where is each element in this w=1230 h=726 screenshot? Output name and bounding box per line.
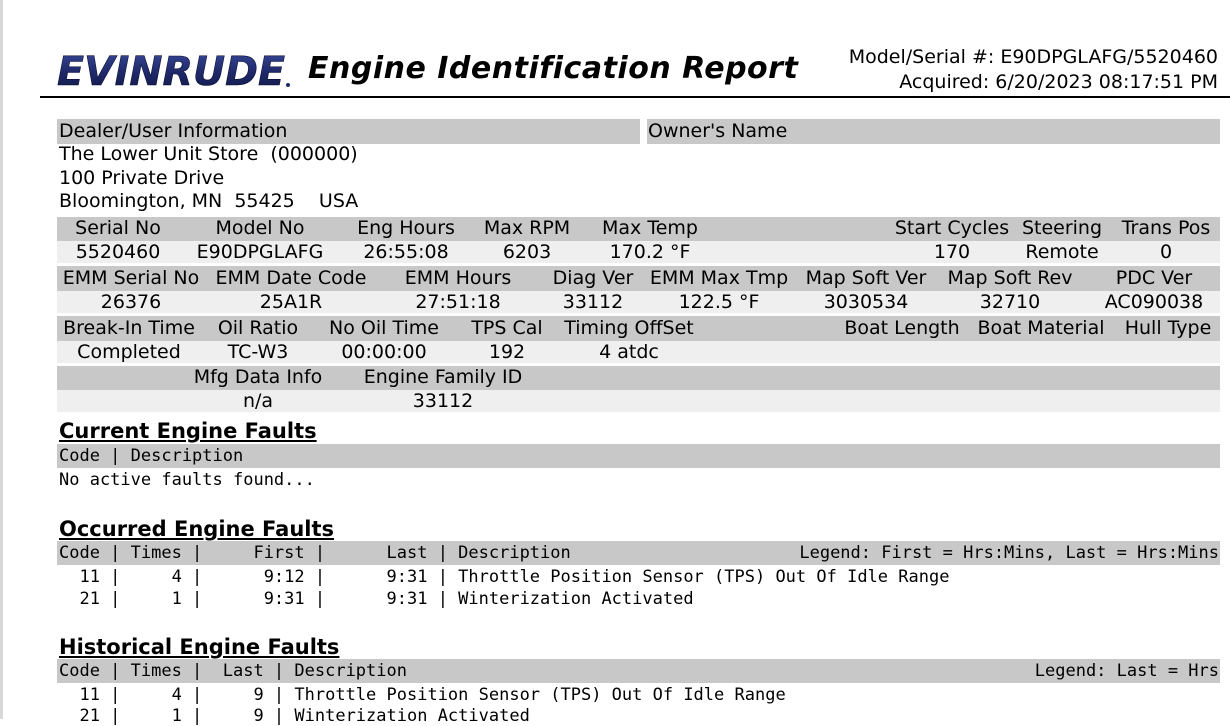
hdr-emm-serial: EMM Serial No [62, 267, 200, 289]
val-tps-cal: 192 [488, 341, 526, 363]
hdr-diag-ver: Diag Ver [552, 267, 634, 289]
hdr-hull-type: Hull Type [1124, 317, 1212, 339]
current-faults-header: Code | Description [59, 446, 244, 466]
hdr-max-temp: Max Temp [602, 217, 698, 239]
hdr-no-oil-time: No Oil Time [329, 317, 439, 339]
owner-heading: Owner's Name [648, 120, 788, 142]
val-oil-ratio: TC-W3 [227, 341, 289, 363]
occurred-faults-header: Code | Times | First | Last | Description [59, 543, 571, 563]
hdr-engine-family-id: Engine Family ID [363, 366, 523, 388]
val-engine-family-id: 33112 [412, 390, 474, 412]
val-model-no: E90DPGLAFG [196, 241, 324, 263]
hdr-start-cycles: Start Cycles [894, 217, 1010, 239]
val-emm-max-tmp: 122.5 °F [678, 291, 760, 313]
val-max-rpm: 6203 [502, 241, 552, 263]
historical-faults-header: Code | Times | Last | Description [59, 661, 407, 681]
val-serial-no: 5520460 [75, 241, 161, 263]
hdr-oil-ratio: Oil Ratio [217, 317, 299, 339]
occurred-fault-row: 21 | 1 | 9:31 | 9:31 | Winterization Activated [59, 589, 694, 609]
val-diag-ver: 33112 [562, 291, 624, 313]
val-map-soft-ver: 3030534 [823, 291, 909, 313]
val-pdc-ver: AC090038 [1104, 291, 1204, 313]
hdr-max-rpm: Max RPM [483, 217, 571, 239]
val-eng-hours: 26:55:08 [363, 241, 449, 263]
dealer-line-2: 100 Private Drive [59, 167, 225, 189]
hdr-emm-hours: EMM Hours [404, 267, 512, 289]
report-title: Engine Identification Report [308, 51, 799, 86]
hdr-serial-no: Serial No [75, 217, 161, 239]
header-rule [40, 96, 1230, 98]
hdr-map-soft-rev: Map Soft Rev [947, 267, 1073, 289]
hdr-boat-material: Boat Material [977, 317, 1105, 339]
hdr-map-soft-ver: Map Soft Ver [805, 267, 927, 289]
acquired-date: Acquired: 6/20/2023 08:17:51 PM [899, 71, 1218, 93]
val-max-temp: 170.2 °F [609, 241, 691, 263]
val-emm-serial: 26376 [100, 291, 162, 313]
report-meta [849, 45, 1218, 95]
hdr-boat-length: Boat Length [844, 317, 960, 339]
historical-fault-row: 11 | 4 | 9 | Throttle Position Sensor (TPS) Out Of Idle Range [59, 685, 786, 705]
row2-value-bar [57, 291, 1220, 313]
val-no-oil-time: 00:00:00 [341, 341, 427, 363]
val-emm-date-code: 25A1R [259, 291, 323, 313]
val-steering: Remote [1025, 241, 1099, 263]
hdr-break-in-time: Break-In Time [63, 317, 195, 339]
val-emm-hours: 27:51:18 [415, 291, 501, 313]
model-serial: Model/Serial #: E90DPGLAFG/5520460 [848, 46, 1218, 68]
hdr-trans-pos: Trans Pos [1121, 217, 1211, 239]
hdr-steering: Steering [1021, 217, 1103, 239]
val-map-soft-rev: 32710 [979, 291, 1041, 313]
logo-text: EVINRUDE [57, 52, 285, 90]
current-faults-title: Current Engine Faults [59, 419, 317, 443]
val-break-in-time: Completed [77, 341, 181, 363]
occurred-faults-legend: Legend: First = Hrs:Mins, Last = Hrs:Mins [799, 543, 1219, 563]
hdr-mfg-data-info: Mfg Data Info [193, 366, 323, 388]
hdr-model-no: Model No [215, 217, 305, 239]
val-timing-offset: 4 atdc [599, 341, 659, 363]
current-faults-message: No active faults found... [59, 470, 315, 490]
val-mfg-data-info: n/a [242, 390, 274, 412]
historical-faults-legend: Legend: Last = Hrs [1034, 661, 1219, 681]
hdr-emm-date-code: EMM Date Code [215, 267, 367, 289]
occurred-faults-title: Occurred Engine Faults [59, 517, 334, 541]
dealer-line-3: Bloomington, MN 55425 USA [59, 190, 359, 212]
historical-faults-title: Historical Engine Faults [59, 635, 340, 659]
val-trans-pos: 0 [1159, 241, 1173, 263]
hdr-tps-cal: TPS Cal [471, 317, 543, 339]
historical-fault-row: 21 | 1 | 9 | Winterization Activated [59, 706, 530, 726]
hdr-pdc-ver: PDC Ver [1115, 267, 1193, 289]
val-start-cycles: 170 [933, 241, 971, 263]
dealer-line-1: The Lower Unit Store (000000) [59, 143, 358, 165]
evinrude-logo [55, 52, 292, 90]
row4-value-bar [57, 390, 1220, 412]
hdr-emm-max-tmp: EMM Max Tmp [649, 267, 789, 289]
hdr-timing-offset: Timing OffSet [564, 317, 694, 339]
hdr-eng-hours: Eng Hours [357, 217, 455, 239]
page-left-border [0, 0, 3, 719]
occurred-fault-row: 11 | 4 | 9:12 | 9:31 | Throttle Position Sensor (TPS) Out Of Idle Range [59, 567, 950, 587]
dealer-heading: Dealer/User Information [59, 120, 288, 142]
